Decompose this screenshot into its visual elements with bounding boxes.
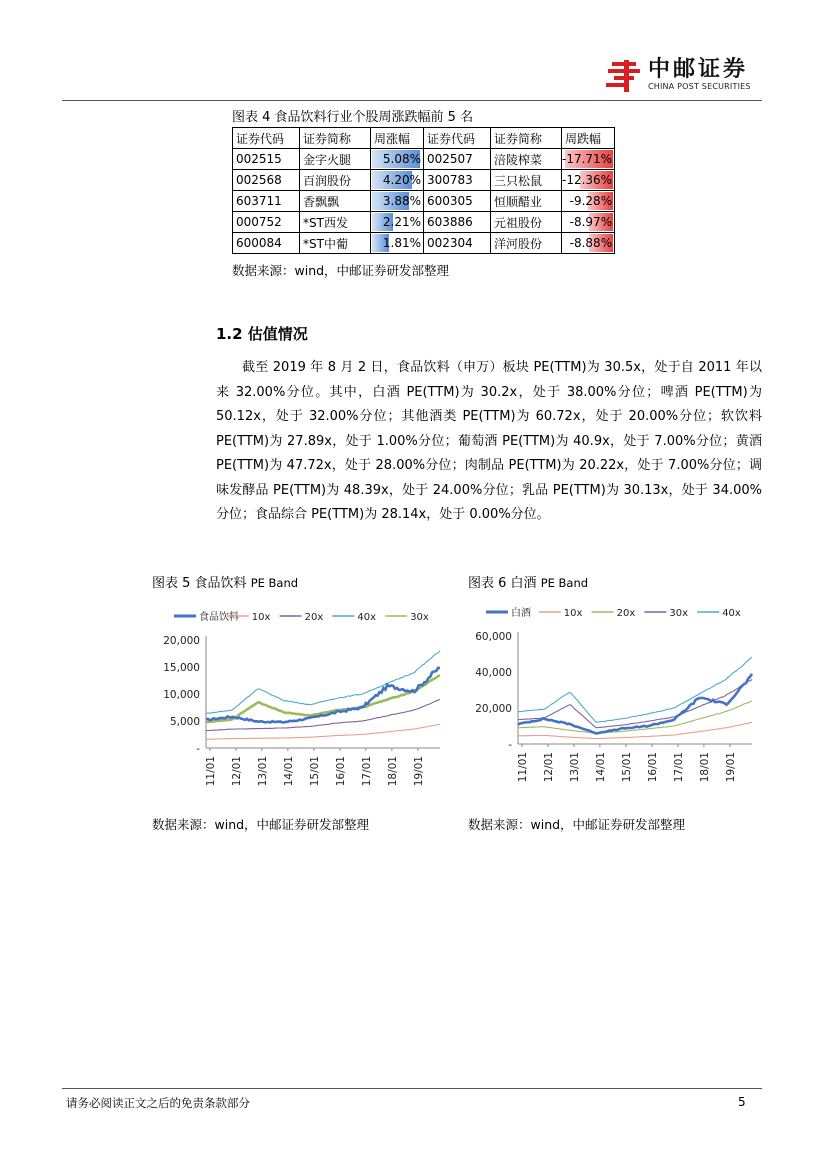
series-line-40x xyxy=(518,657,752,722)
gainer-code: 000752 xyxy=(233,212,300,233)
loser-name: 恒顺醋业 xyxy=(491,191,562,212)
logo-chinese-name: 中邮证券 xyxy=(648,57,749,82)
loser-pct-cell xyxy=(562,170,615,191)
loser-name: 三只松鼠 xyxy=(491,170,562,191)
series-line-40x xyxy=(206,651,440,714)
table-row xyxy=(233,212,615,233)
x-tick-label: 15/01 xyxy=(620,752,633,783)
x-tick-label: 17/01 xyxy=(672,752,685,783)
loser-pct-cell xyxy=(562,233,615,254)
legend-label: 40x xyxy=(357,612,377,623)
y-tick-label: 5,000 xyxy=(169,716,200,728)
gainer-name: 百润股份 xyxy=(300,170,371,191)
fig6-title xyxy=(468,572,588,591)
x-tick-label: 13/01 xyxy=(568,752,581,783)
disclaimer-note: 请务必阅读正文之后的免责条款部分 xyxy=(66,1096,250,1110)
loser-pct-cell xyxy=(562,149,615,170)
gainer-pct: 3.88% xyxy=(382,194,421,208)
gainer-name: 香飘飘 xyxy=(300,191,371,212)
legend-label: 20x xyxy=(304,612,324,623)
loser-pct-cell xyxy=(562,191,615,212)
page-number: 5 xyxy=(738,1095,746,1109)
y-tick-label: 15,000 xyxy=(163,662,200,674)
gainer-code: 603711 xyxy=(233,191,300,212)
y-tick-label: 60,000 xyxy=(475,631,512,643)
header-code: 证券代码 xyxy=(233,128,300,149)
loser-pct-cell xyxy=(562,212,615,233)
y-tick-label: 20,000 xyxy=(163,635,200,647)
table-row xyxy=(233,191,615,212)
x-tick-label: 14/01 xyxy=(282,756,295,787)
y-tick-label: 10,000 xyxy=(163,689,200,701)
x-tick-label: 16/01 xyxy=(646,752,659,783)
gainer-pct-cell xyxy=(371,212,424,233)
legend-label: 10x xyxy=(251,612,271,623)
baijiu-pe-band-chart xyxy=(462,600,762,800)
legend-label: 30x xyxy=(410,612,429,623)
food-beverage-pe-band-chart xyxy=(150,604,450,800)
gainer-code: 002515 xyxy=(233,149,300,170)
fig5-title-text: 图表 5 食品饮料 xyxy=(152,576,247,591)
header-divider xyxy=(62,100,762,101)
loser-pct: -17.71% xyxy=(562,152,613,166)
x-tick-label: 12/01 xyxy=(230,756,243,787)
gainer-pct-cell xyxy=(371,191,424,212)
table-row xyxy=(233,233,615,254)
x-tick-label: 12/01 xyxy=(542,752,555,783)
y-tick-label: 40,000 xyxy=(475,667,512,679)
gainer-code: 002568 xyxy=(233,170,300,191)
header-name: 证券简称 xyxy=(491,128,562,149)
loser-pct: -12.36% xyxy=(562,173,613,187)
y-tick-label: 20,000 xyxy=(475,703,512,715)
footer-divider xyxy=(62,1088,762,1089)
table-row xyxy=(233,149,615,170)
loser-name: 元祖股份 xyxy=(491,212,562,233)
table-header-row xyxy=(233,128,615,149)
x-tick-label: 11/01 xyxy=(204,756,217,787)
table-row xyxy=(233,170,615,191)
legend-label: 30x xyxy=(669,608,689,619)
loser-pct: -8.97% xyxy=(569,215,613,229)
x-tick-label: 15/01 xyxy=(308,756,321,787)
china-post-logo-icon xyxy=(604,56,642,94)
table4-source: 数据来源：wind，中邮证券研发部整理 xyxy=(232,263,450,278)
loser-code: 603886 xyxy=(424,212,491,233)
loser-code: 002304 xyxy=(424,233,491,254)
table4-title: 图表 4 食品饮料行业个股周涨跌幅前 5 名 xyxy=(232,110,474,125)
loser-name: 洋河股份 xyxy=(491,233,562,254)
y-tick-label: - xyxy=(508,739,512,751)
section-title: 1.2 估值情况 xyxy=(216,325,308,343)
gainer-name: *ST中葡 xyxy=(300,233,371,254)
header-loss: 周跌幅 xyxy=(562,128,615,149)
loser-code: 600305 xyxy=(424,191,491,212)
gainer-pct-cell xyxy=(371,233,424,254)
x-tick-label: 19/01 xyxy=(724,752,737,783)
loser-pct: -8.88% xyxy=(569,236,613,250)
gainer-pct: 5.08% xyxy=(382,152,421,166)
loser-pct: -9.28% xyxy=(569,194,613,208)
x-tick-label: 18/01 xyxy=(698,752,711,783)
fig5-title xyxy=(152,572,298,591)
header-code: 证券代码 xyxy=(424,128,491,149)
fig6-subtitle: PE Band xyxy=(540,576,589,590)
gainer-pct: 4.20% xyxy=(382,173,421,187)
y-tick-label: - xyxy=(196,743,200,755)
x-tick-label: 19/01 xyxy=(412,756,425,787)
x-tick-label: 14/01 xyxy=(594,752,607,783)
legend-label: 白酒 xyxy=(511,608,531,619)
company-logo xyxy=(604,52,764,98)
gainer-name: 金字火腿 xyxy=(300,149,371,170)
series-line-10x xyxy=(206,724,440,739)
x-tick-label: 18/01 xyxy=(386,756,399,787)
fig6-title-text: 图表 6 白酒 xyxy=(468,576,537,591)
gainer-pct-cell xyxy=(371,149,424,170)
weekly-movers-table xyxy=(232,127,615,254)
loser-code: 002507 xyxy=(424,149,491,170)
x-tick-label: 11/01 xyxy=(516,752,529,783)
gainer-pct: 2.21% xyxy=(382,215,421,229)
loser-name: 涪陵榨菜 xyxy=(491,149,562,170)
gainer-code: 600084 xyxy=(233,233,300,254)
gainer-pct-cell xyxy=(371,170,424,191)
legend-label: 20x xyxy=(616,608,636,619)
x-tick-label: 17/01 xyxy=(360,756,373,787)
legend-label: 10x xyxy=(563,608,583,619)
header-gain: 周涨幅 xyxy=(371,128,424,149)
gainer-name: *ST西发 xyxy=(300,212,371,233)
loser-code: 300783 xyxy=(424,170,491,191)
gainer-pct: 1.81% xyxy=(382,236,421,250)
x-tick-label: 16/01 xyxy=(334,756,347,787)
x-tick-label: 13/01 xyxy=(256,756,269,787)
fig5-source: 数据来源：wind，中邮证券研发部整理 xyxy=(152,817,370,832)
legend-label: 食品饮料 xyxy=(199,612,239,623)
fig5-subtitle: PE Band xyxy=(250,576,299,590)
legend-label: 40x xyxy=(722,608,741,619)
fig6-source: 数据来源：wind，中邮证券研发部整理 xyxy=(468,817,686,832)
logo-english-name: CHINA POST SECURITIES xyxy=(648,82,751,91)
valuation-paragraph: 截至 2019 年 8 月 2 日，食品饮料（申万）板块 PE(TTM)为 30.5x，处于自 2011 年以来 32.00%分位。其中，白酒 PE(TTM)为 30.2x，处于 38.00%分位；啤酒 PE(TTM)为 50.12x，处于 32.00%分位；其他酒类 PE(TTM)为 60.72x，处于 20.00%分位；软饮料 PE(TTM)为 27.89x，处于 1.00%分位；葡萄酒 PE(TTM)为 40.9x，处于 7.00%分位；黄酒 PE(TTM)为 47.72x，处于 28.00%分位；肉制品 PE(TTM)为 20.22x，处于 7.00%分位；调味发酵品 PE(TTM)为 48.39x，处于 24.00%分位；乳品 PE(TTM)为 30.13x，处于 34.00%分位；食品综合 PE(TTM)为 28.14x，处于 0.00%分位。 xyxy=(216,360,762,522)
header-name: 证券简称 xyxy=(300,128,371,149)
